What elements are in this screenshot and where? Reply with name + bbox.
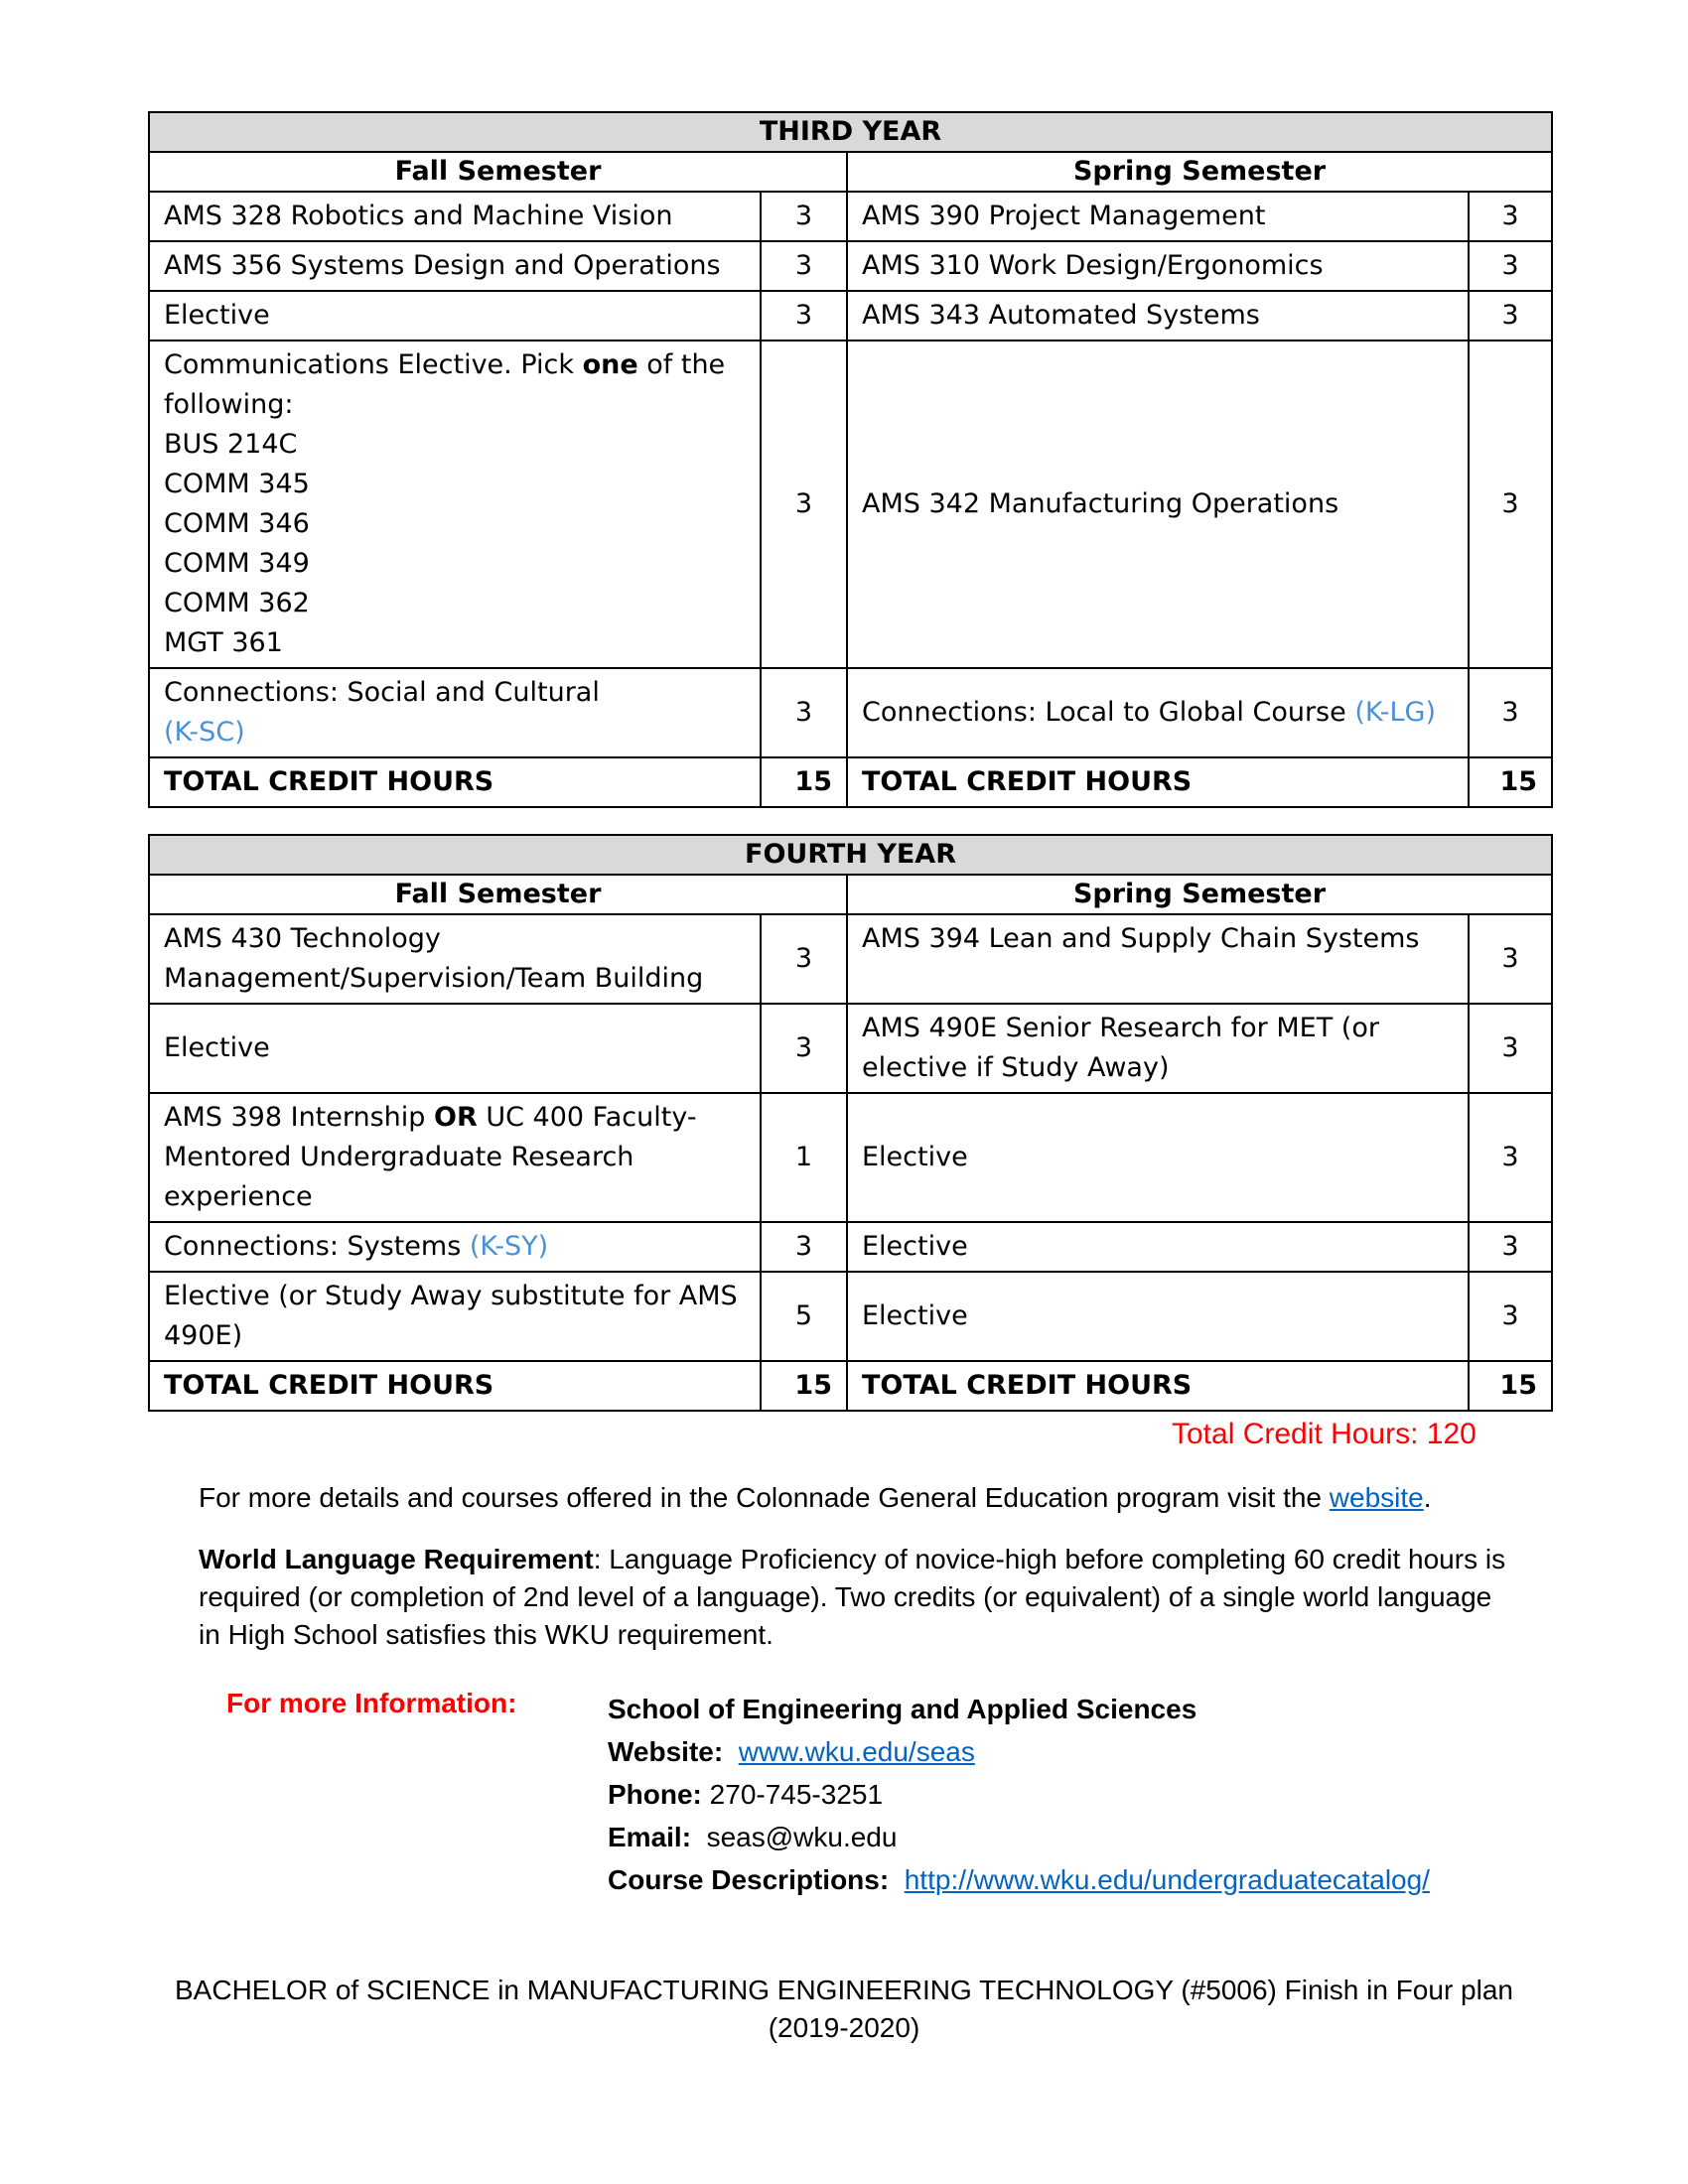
spring-course: AMS 342 Manufacturing Operations <box>847 341 1469 668</box>
table-row <box>149 192 1552 241</box>
fall-credits: 3 <box>761 341 847 668</box>
table-row <box>149 668 1552 757</box>
seas-website-link[interactable]: www.wku.edu/seas <box>738 1736 975 1767</box>
total-row <box>149 1361 1552 1411</box>
contact-block <box>608 1688 1430 1901</box>
world-language-label: World Language Requirement <box>199 1544 594 1574</box>
fall-course: AMS 398 Internship OR UC 400 Faculty-Mentored Undergraduate Research experience <box>149 1093 761 1222</box>
fall-total: 15 <box>761 757 847 807</box>
fall-credits: 5 <box>761 1272 847 1361</box>
total-row <box>149 757 1552 807</box>
spring-credits: 3 <box>1469 1272 1552 1361</box>
footer-year: (2019-2020) <box>768 2012 920 2043</box>
spring-course: AMS 343 Automated Systems <box>847 291 1469 341</box>
comm-option: BUS 214C <box>164 429 298 460</box>
fall-semester-header: Fall Semester <box>149 152 847 192</box>
spring-credits: 3 <box>1469 668 1552 757</box>
fall-credits: 1 <box>761 1093 847 1222</box>
spring-credits: 3 <box>1469 914 1552 1004</box>
spring-credits: 3 <box>1469 1093 1552 1222</box>
email-line: Email: seas@wku.edu <box>608 1822 898 1852</box>
fall-course: Elective <box>149 1004 761 1093</box>
table-row <box>149 1222 1552 1272</box>
spring-course: Connections: Local to Global Course (K-LG) <box>847 668 1469 757</box>
spring-course: AMS 390 Project Management <box>847 192 1469 241</box>
spring-semester-header: Spring Semester <box>847 875 1552 914</box>
comm-option: COMM 349 <box>164 548 310 579</box>
world-language-note: World Language Requirement: Language Proficiency of novice-high before completing 60 credit hours is required (or completion of 2nd level of a language). Two credits (or equivalent) of a single world language in High School satisfies this WKU requirement. <box>199 1544 1506 1650</box>
website-line: Website: www.wku.edu/seas <box>608 1736 975 1767</box>
spring-course: AMS 490E Senior Research for MET (or elective if Study Away) <box>847 1004 1469 1093</box>
spring-total: 15 <box>1469 757 1552 807</box>
table-row <box>149 914 1552 1004</box>
total-label: TOTAL CREDIT HOURS <box>149 1361 761 1411</box>
catalog-link[interactable]: http://www.wku.edu/undergraduatecatalog/ <box>904 1864 1430 1895</box>
fall-course: AMS 356 Systems Design and Operations <box>149 241 761 291</box>
fall-credits: 3 <box>761 241 847 291</box>
fall-course: Elective (or Study Away substitute for AMS 490E) <box>149 1272 761 1361</box>
fourth-year-table <box>148 834 1553 1412</box>
table-row <box>149 1004 1552 1093</box>
comm-option: COMM 362 <box>164 588 310 618</box>
spring-credits: 3 <box>1469 341 1552 668</box>
table-row <box>149 1093 1552 1222</box>
spring-credits: 3 <box>1469 291 1552 341</box>
footer <box>149 1972 1539 2047</box>
fall-credits: 3 <box>761 192 847 241</box>
course-code: (K-LG) <box>1354 697 1436 728</box>
fall-credits: 3 <box>761 1004 847 1093</box>
spring-semester-header: Spring Semester <box>847 152 1552 192</box>
total-label: TOTAL CREDIT HOURS <box>847 757 1469 807</box>
spring-credits: 3 <box>1469 241 1552 291</box>
fall-credits: 3 <box>761 1222 847 1272</box>
table-row <box>149 1272 1552 1361</box>
third-year-table <box>148 111 1553 808</box>
spring-course: Elective <box>847 1222 1469 1272</box>
course-descriptions-line: Course Descriptions: http://www.wku.edu/undergraduatecatalog/ <box>608 1864 1430 1895</box>
course-code: (K-SY) <box>469 1231 549 1262</box>
table-row <box>149 291 1552 341</box>
colonnade-note: For more details and courses offered in the Colonnade General Education program visit the website. <box>199 1482 1432 1513</box>
more-info-label: For more Information: <box>226 1688 517 1718</box>
spring-course: Elective <box>847 1093 1469 1222</box>
fall-course: Connections: Systems (K-SY) <box>149 1222 761 1272</box>
fall-course: Elective <box>149 291 761 341</box>
comm-option: COMM 345 <box>164 469 310 499</box>
spring-course: AMS 310 Work Design/Ergonomics <box>847 241 1469 291</box>
spring-course: AMS 394 Lean and Supply Chain Systems <box>847 914 1469 1004</box>
spring-credits: 3 <box>1469 192 1552 241</box>
fall-credits: 3 <box>761 914 847 1004</box>
spring-course: Elective <box>847 1272 1469 1361</box>
comm-option: MGT 361 <box>164 627 283 658</box>
fall-total: 15 <box>761 1361 847 1411</box>
spring-credits: 3 <box>1469 1222 1552 1272</box>
total-label: TOTAL CREDIT HOURS <box>847 1361 1469 1411</box>
school-name: School of Engineering and Applied Sciences <box>608 1694 1197 1724</box>
fall-course: AMS 430 Technology Management/Supervision/Team Building <box>149 914 761 1004</box>
spring-credits: 3 <box>1469 1004 1552 1093</box>
fall-course: Connections: Social and Cultural (K-SC) <box>149 668 761 757</box>
course-code: (K-SC) <box>164 717 245 748</box>
total-credit-hours: Total Credit Hours: 120 <box>1172 1418 1477 1450</box>
fourth-year-title: FOURTH YEAR <box>149 835 1552 875</box>
fall-semester-header: Fall Semester <box>149 875 847 914</box>
table-row <box>149 341 1552 668</box>
communications-elective: Communications Elective. Pick one of the following: BUS 214C COMM 345 COMM 346 COMM 349 COMM 362 MGT 361 <box>149 341 761 668</box>
comm-option: COMM 346 <box>164 508 310 539</box>
fall-credits: 3 <box>761 668 847 757</box>
spring-total: 15 <box>1469 1361 1552 1411</box>
website-link[interactable]: website <box>1329 1482 1424 1513</box>
phone-line: Phone: 270-745-3251 <box>608 1779 884 1810</box>
footer-title: BACHELOR of SCIENCE in MANUFACTURING ENGINEERING TECHNOLOGY (#5006) Finish in Four plan <box>175 1975 1513 2005</box>
total-label: TOTAL CREDIT HOURS <box>149 757 761 807</box>
table-row <box>149 241 1552 291</box>
fall-course: AMS 328 Robotics and Machine Vision <box>149 192 761 241</box>
fall-credits: 3 <box>761 291 847 341</box>
third-year-title: THIRD YEAR <box>149 112 1552 152</box>
